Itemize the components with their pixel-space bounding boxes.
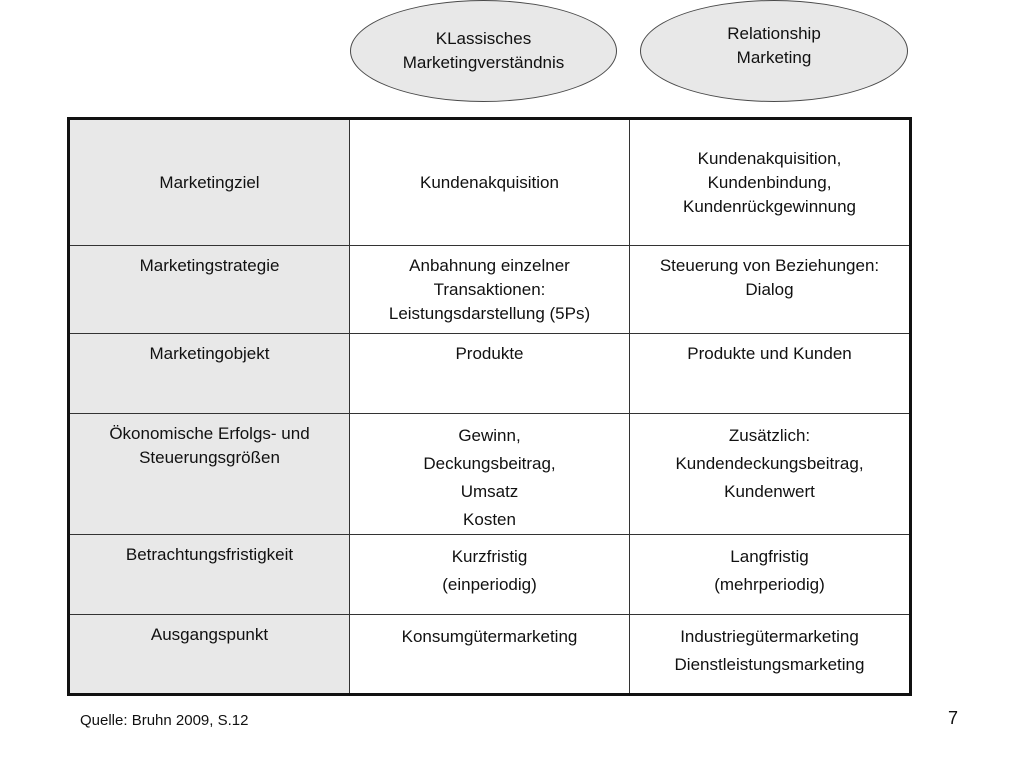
relationship-cell	[630, 414, 911, 535]
table-row	[69, 615, 911, 695]
cell-line: (einperiodig)	[442, 575, 537, 594]
table-row	[69, 119, 911, 246]
comparison-table	[67, 117, 912, 696]
cell-line: Steuerungsgrößen	[139, 448, 280, 467]
cell-line: Umsatz	[460, 482, 519, 501]
cell-line: Langfristig	[730, 547, 809, 566]
cell-line: Zusätzlich:	[728, 426, 811, 445]
header-relationship-line: Relationship	[727, 24, 821, 43]
relationship-cell	[630, 535, 911, 615]
page-number: 7	[948, 708, 959, 728]
classic-cell	[350, 414, 630, 535]
cell-line: Marketingstrategie	[139, 256, 280, 275]
table-row	[69, 414, 911, 535]
cell-line: Anbahnung einzelner	[409, 256, 570, 275]
cell-line: Ökonomische Erfolgs- und	[109, 424, 310, 443]
header-classic-marketing	[350, 0, 617, 102]
cell-line: Kurzfristig	[451, 547, 528, 566]
relationship-cell	[630, 334, 911, 414]
header-relationship-line: Marketing	[736, 48, 812, 67]
header-classic-line: Marketingverständnis	[402, 53, 565, 72]
cell-line: Kundenrückgewinnung	[683, 196, 856, 216]
cell-line: (mehrperiodig)	[714, 575, 825, 594]
relationship-cell	[630, 246, 911, 334]
cell-line: Gewinn,	[458, 426, 521, 445]
cell-line: Kosten	[463, 510, 516, 529]
cell-line: Konsumgütermarketing	[401, 627, 578, 646]
cell-line: Kundenbindung,	[707, 172, 832, 192]
classic-cell	[350, 246, 630, 334]
header-classic-text	[403, 27, 565, 75]
relationship-cell	[630, 615, 911, 695]
header-classic-line: KLassisches	[435, 29, 532, 48]
cell-line: Deckungsbeitrag,	[423, 454, 556, 473]
cell-line: Leistungsdarstellung (5Ps)	[388, 304, 591, 323]
cell-line: Transaktionen:	[433, 280, 546, 299]
classic-cell	[350, 535, 630, 615]
header-relationship-text	[727, 22, 821, 70]
header-relationship-marketing	[640, 0, 908, 102]
classic-cell	[350, 119, 630, 246]
row-label-cell	[69, 615, 350, 695]
cell-line: Produkte und Kunden	[687, 344, 852, 363]
cell-line: Kundenwert	[724, 482, 815, 501]
table-row	[69, 334, 911, 414]
relationship-cell	[630, 119, 911, 246]
cell-line: Produkte	[455, 344, 524, 363]
classic-cell	[350, 615, 630, 695]
cell-line: Dienstleistungsmarketing	[674, 655, 865, 674]
row-label-cell	[69, 246, 350, 334]
cell-line: Dialog	[745, 280, 794, 299]
cell-line: Marketingziel	[159, 172, 260, 192]
row-label-cell	[69, 334, 350, 414]
cell-line: Kundenakquisition	[420, 172, 559, 192]
cell-line: Marketingobjekt	[149, 344, 270, 363]
cell-line: Steuerung von Beziehungen:	[659, 256, 880, 275]
table-row	[69, 246, 911, 334]
classic-cell	[350, 334, 630, 414]
cell-line: Kundendeckungsbeitrag,	[675, 454, 864, 473]
cell-line: Kundenakquisition,	[697, 148, 842, 168]
cell-line: Betrachtungsfristigkeit	[125, 545, 294, 564]
row-label-cell	[69, 414, 350, 535]
cell-line: Ausgangspunkt	[150, 625, 269, 644]
row-label-cell	[69, 535, 350, 615]
cell-line: Industriegütermarketing	[680, 627, 859, 646]
row-label-cell	[69, 119, 350, 246]
table-row	[69, 535, 911, 615]
source-note: Quelle: Bruhn 2009, S.12	[80, 712, 249, 729]
